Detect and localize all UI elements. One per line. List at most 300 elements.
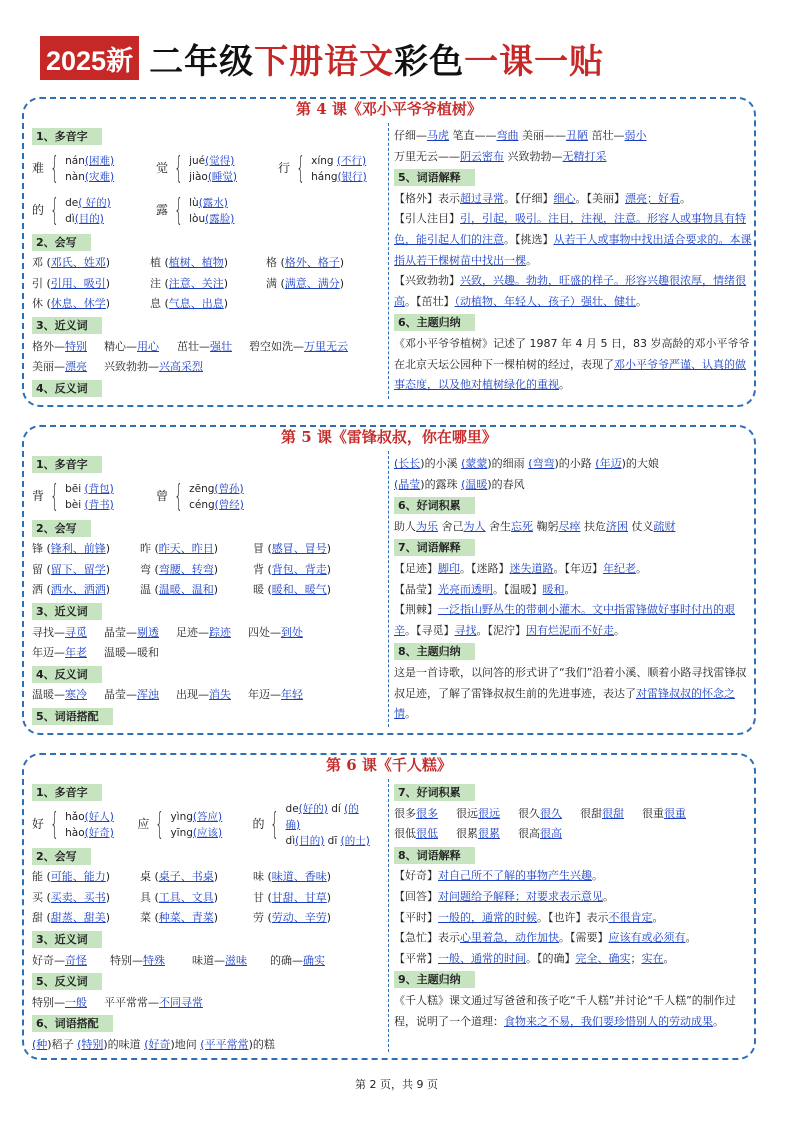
brace: { bbox=[174, 478, 183, 514]
text: 兴致，兴趣。勃勃，旺盛的样子。形容兴趣很浓厚，情绪很高 bbox=[394, 274, 746, 308]
char: 具 ( bbox=[140, 890, 159, 904]
text: 因有烂泥而不好走 bbox=[526, 623, 614, 637]
word: 很高 bbox=[540, 827, 562, 841]
text: )的细雨 bbox=[487, 457, 529, 470]
word: (目的) bbox=[295, 834, 325, 847]
text: 【兴致勃勃】 bbox=[394, 274, 460, 288]
word: (好人) bbox=[84, 810, 114, 823]
explanation bbox=[394, 271, 752, 312]
words: 留下、留学 bbox=[50, 562, 106, 576]
word: (弯弯 bbox=[528, 457, 555, 470]
text: )的味道 bbox=[103, 1037, 145, 1051]
pinyin: lòu bbox=[189, 212, 206, 225]
word: 茁壮— bbox=[591, 129, 625, 142]
column-divider bbox=[388, 451, 389, 727]
text: 细心 bbox=[553, 191, 576, 205]
text: 实在 bbox=[641, 951, 664, 965]
word: 很远 bbox=[478, 806, 500, 820]
write-row: 甜 (甜蒸、甜美) 菜 (种菜、青菜) 劳 (劳动、辛劳) bbox=[32, 911, 332, 925]
title-part-3: 彩色 bbox=[394, 41, 465, 82]
text: 。 bbox=[603, 889, 614, 903]
section-label: 4、反义词 bbox=[32, 666, 102, 683]
section-label: 1、多音字 bbox=[32, 784, 102, 801]
brace: { bbox=[174, 150, 183, 186]
text: 。 bbox=[526, 253, 537, 267]
char: 洒 ( bbox=[32, 583, 51, 597]
char: 暖 ( bbox=[253, 583, 272, 597]
text: 对问题给予解释；对要求表示意见 bbox=[438, 889, 603, 903]
text: 完全、确实 bbox=[575, 951, 631, 965]
word: 味道— bbox=[192, 953, 225, 967]
brace: { bbox=[270, 806, 280, 842]
section-label: 1、多音字 bbox=[32, 456, 102, 473]
pinyin: nán bbox=[65, 154, 85, 167]
words: 邓氏、姓邓 bbox=[50, 256, 106, 270]
explanation bbox=[394, 209, 752, 271]
char: 背 bbox=[32, 489, 45, 504]
pinyin: dī bbox=[324, 834, 341, 847]
char: 留 ( bbox=[32, 562, 51, 576]
readings bbox=[65, 809, 114, 841]
char: 能 ( bbox=[32, 870, 51, 884]
char: 注 ( bbox=[150, 276, 169, 290]
word: (背书) bbox=[84, 498, 114, 511]
pinyin: hǎo bbox=[65, 810, 85, 823]
words: 引用、吸引 bbox=[50, 276, 106, 290]
text: 不很肯定 bbox=[608, 910, 653, 924]
text: 《邓小平爷爷植树》记述了 1987 年 4 月 5 日，83 岁高龄的邓小平爷爷在北京天坛公园种下一棵柏树的经过，表现了 bbox=[394, 336, 750, 371]
explanation bbox=[394, 949, 752, 970]
pinyin: de bbox=[285, 802, 299, 815]
synonym-row bbox=[32, 623, 382, 644]
char: 劳 ( bbox=[253, 911, 272, 925]
section-label: 5、词语解释 bbox=[394, 169, 475, 186]
words: 背包、背走 bbox=[271, 562, 327, 576]
text: 超过寻常 bbox=[460, 191, 504, 205]
polyphone bbox=[156, 478, 244, 514]
text: 很高 bbox=[518, 827, 540, 841]
pinyin: jiào bbox=[189, 170, 208, 183]
text: )的大娘 bbox=[621, 457, 659, 470]
lesson-6-card bbox=[22, 753, 756, 1060]
text: )稻子 bbox=[47, 1037, 78, 1051]
pair: 确实 bbox=[303, 953, 325, 967]
text: 邓小平爷爷严谨、认真的做事态度，以及他对植树绿化的重视 bbox=[394, 357, 746, 392]
explanation bbox=[394, 887, 752, 908]
text: 。【也许】表示 bbox=[537, 910, 609, 924]
brace: { bbox=[155, 806, 165, 842]
words: 买卖、买书 bbox=[50, 890, 106, 904]
words: 劳动、辛劳 bbox=[271, 911, 327, 925]
section-label: 5、反义词 bbox=[32, 973, 102, 990]
word: 美丽—— bbox=[522, 129, 566, 142]
word: (困难) bbox=[84, 154, 115, 167]
word: (灾难) bbox=[84, 170, 115, 183]
word: 好奇— bbox=[32, 953, 65, 967]
text: 很久 bbox=[518, 806, 540, 820]
text: 扶危 bbox=[584, 519, 606, 533]
pair: 马虎 bbox=[427, 129, 449, 142]
write-row: 邓 (邓氏、姓邓) 植 (植树、植物) 格 (格外、格子) bbox=[32, 256, 345, 270]
words: 种菜、青菜 bbox=[158, 911, 214, 925]
readings bbox=[65, 481, 114, 513]
column-divider bbox=[388, 779, 389, 1052]
text: )的小路 bbox=[554, 457, 596, 470]
good-words-row bbox=[394, 517, 752, 538]
lesson-4-card bbox=[22, 97, 756, 407]
title-part-2: 下册语文 bbox=[254, 41, 395, 82]
lesson-title: 第 5 课《雷锋叔叔，你在哪里》 bbox=[281, 428, 497, 446]
word: 碧空如洗— bbox=[249, 339, 304, 353]
char: 露 bbox=[156, 203, 169, 218]
text: 仗义 bbox=[631, 519, 654, 533]
text: 一泛指山野丛生的带刺小灌木。文中指雷锋做好事时付出的艰辛 bbox=[394, 603, 735, 637]
readings bbox=[170, 809, 222, 841]
word: 年迈— bbox=[248, 688, 281, 702]
polyphone bbox=[32, 192, 144, 228]
text: 鞠躬 bbox=[536, 519, 559, 533]
collocation-row bbox=[32, 1035, 382, 1056]
theme-summary bbox=[394, 334, 752, 396]
word: 寻找— bbox=[32, 625, 65, 639]
theme-summary bbox=[394, 663, 752, 725]
collocation-row bbox=[394, 475, 752, 496]
char: 买 ( bbox=[32, 890, 51, 904]
text: 漂亮；好看 bbox=[625, 191, 680, 205]
text: 暖和 bbox=[542, 582, 565, 596]
brace: { bbox=[50, 150, 59, 186]
good-words-row bbox=[394, 824, 752, 845]
words: 感冒、冒号 bbox=[271, 542, 327, 556]
words: 甘甜、甘草 bbox=[271, 890, 327, 904]
page-footer: 第 2 页，共 9 页 bbox=[355, 1078, 438, 1091]
word: (目的) bbox=[74, 212, 104, 225]
polyphone bbox=[32, 478, 144, 514]
word: (的士) bbox=[340, 834, 370, 847]
char: 味 ( bbox=[253, 870, 272, 884]
year-badge: 2025新 bbox=[40, 36, 139, 80]
text: 引，引起，吸引。注目，注视，注意。形容人或事物具有特色，能引起人们的注意 bbox=[394, 212, 746, 246]
word: (平平常常 bbox=[200, 1037, 249, 1051]
words: 可能、能力 bbox=[50, 870, 106, 884]
word: 仔细— bbox=[394, 129, 427, 142]
char: 昨 ( bbox=[140, 542, 159, 556]
text: 。【茁壮】 bbox=[405, 294, 455, 308]
text: 助人 bbox=[394, 519, 416, 533]
text: 从若干人或事物中找出适合要求的。本课指从若干棵树苗中找出一棵 bbox=[394, 232, 752, 267]
write-row: 引 (引用、吸引) 注 (注意、关注) 满 (满意、满分) bbox=[32, 276, 345, 290]
lesson-6-left bbox=[32, 782, 382, 1056]
word: (好奇) bbox=[84, 826, 114, 839]
word: ( 好的) bbox=[78, 196, 111, 209]
word: (觉得) bbox=[205, 154, 235, 167]
text: 。【仔细】 bbox=[504, 191, 554, 205]
text: 。 bbox=[685, 931, 697, 945]
page-header bbox=[40, 34, 604, 82]
text: 。 bbox=[564, 582, 576, 596]
text: 。【寻觅】 bbox=[405, 623, 455, 637]
pair: 不同寻常 bbox=[159, 995, 203, 1009]
text: 【格外】表示 bbox=[394, 191, 460, 205]
text: 【急忙】表示 bbox=[394, 931, 460, 945]
text: 。 bbox=[405, 707, 416, 721]
text: 。 bbox=[713, 1014, 724, 1028]
polyphone-row bbox=[32, 804, 382, 846]
text: 【引人注目】 bbox=[394, 212, 460, 226]
words: 注意、关注 bbox=[168, 276, 224, 290]
pinyin: jué bbox=[189, 154, 206, 167]
text: 。【的确】 bbox=[526, 951, 576, 965]
word: 兴致勃勃— bbox=[104, 360, 159, 374]
pair: 浑浊 bbox=[137, 688, 159, 702]
char: 息 ( bbox=[150, 297, 169, 311]
word: (睡觉) bbox=[207, 170, 238, 183]
word: 晶莹— bbox=[104, 688, 137, 702]
good-words-row bbox=[394, 804, 752, 825]
word: 为乐 bbox=[416, 519, 438, 533]
page-title bbox=[149, 34, 604, 83]
readings bbox=[189, 195, 234, 227]
pinyin: dì bbox=[65, 212, 75, 225]
text: 。【泥泞】 bbox=[476, 623, 526, 637]
char: 满 ( bbox=[266, 276, 285, 290]
polyphone-row bbox=[32, 190, 382, 232]
word: (年迈 bbox=[595, 457, 622, 470]
lesson-5-card bbox=[22, 425, 756, 735]
text: 很累 bbox=[456, 827, 478, 841]
explanation bbox=[394, 600, 752, 641]
brace: { bbox=[174, 192, 183, 228]
brace: { bbox=[50, 192, 59, 228]
text: 【平常】 bbox=[394, 951, 438, 965]
pinyin: nàn bbox=[65, 170, 85, 183]
explanation bbox=[394, 866, 752, 887]
section-label: 1、多音字 bbox=[32, 128, 102, 145]
words: 气息、出息 bbox=[168, 297, 224, 311]
section-label: 2、会写 bbox=[32, 520, 91, 537]
explanation bbox=[394, 928, 752, 949]
text: 。 bbox=[592, 869, 603, 883]
word: 平平常常— bbox=[104, 995, 159, 1009]
synonym-row bbox=[32, 951, 382, 972]
word: 格外— bbox=[32, 339, 65, 353]
brace: { bbox=[296, 150, 305, 186]
word: (露脸) bbox=[205, 212, 235, 225]
text: 舍己 bbox=[441, 519, 464, 533]
pair: 消失 bbox=[209, 688, 231, 702]
pair: 兴高采烈 bbox=[159, 360, 203, 374]
words: 弯腰、转弯 bbox=[158, 562, 214, 576]
word: 很久 bbox=[540, 806, 562, 820]
pinyin: de bbox=[65, 196, 79, 209]
word: (曾孙) bbox=[214, 482, 244, 495]
words: 味道、香味 bbox=[271, 870, 327, 884]
char: 甘 ( bbox=[253, 890, 272, 904]
lesson-title: 第 6 课《千人糕》 bbox=[326, 756, 452, 774]
pair: 寒冷 bbox=[65, 688, 87, 702]
word: 特别— bbox=[110, 953, 143, 967]
word: 的确— bbox=[270, 953, 303, 967]
lesson-6-right bbox=[394, 782, 752, 1032]
word: 疏财 bbox=[653, 519, 676, 533]
section-label: 7、好词积累 bbox=[394, 784, 475, 801]
words: 昨天、昨日 bbox=[158, 542, 214, 556]
polyphone-row bbox=[32, 148, 382, 190]
text: 很重 bbox=[642, 806, 664, 820]
word: 茁壮— bbox=[177, 339, 210, 353]
pair: 漂亮 bbox=[65, 360, 87, 374]
text: 。 bbox=[559, 378, 570, 392]
text: 。 bbox=[663, 951, 675, 965]
brace: { bbox=[50, 806, 59, 842]
words: 工具、文具 bbox=[158, 890, 214, 904]
words: 植树、植物 bbox=[168, 256, 224, 270]
theme-summary bbox=[394, 991, 752, 1032]
pair: 用心 bbox=[137, 339, 159, 353]
explanation bbox=[394, 189, 752, 210]
words: 锋利、前锋 bbox=[50, 542, 106, 556]
text: 光亮而透明 bbox=[438, 582, 493, 596]
text: 这是一首诗歌，以问答的形式讲了“我们”沿着小溪、顺着小路寻找雷锋叔叔足迹，了解了雷锋叔叔生前的先进事迹，表达了 bbox=[394, 665, 747, 700]
word: 出现— bbox=[176, 688, 209, 702]
pinyin: háng bbox=[311, 170, 338, 183]
pinyin: bèi bbox=[65, 498, 82, 511]
char: 邓 ( bbox=[32, 256, 51, 270]
word: 精心— bbox=[104, 339, 137, 353]
char: 锋 ( bbox=[32, 542, 51, 556]
antonym-row bbox=[394, 126, 752, 147]
brace: { bbox=[50, 478, 59, 514]
write-row: 留 (留下、留学) 弯 (弯腰、转弯) 背 (背包、背走) bbox=[32, 562, 332, 576]
word: 足迹— bbox=[176, 625, 209, 639]
text: 寻找 bbox=[454, 623, 477, 637]
antonym-row bbox=[32, 993, 382, 1014]
text: 【平时】 bbox=[394, 910, 438, 924]
text: 【回答】 bbox=[394, 889, 438, 903]
char: 植 ( bbox=[150, 256, 169, 270]
words: 洒水、洒洒 bbox=[50, 583, 106, 597]
text: 脚印 bbox=[438, 561, 460, 575]
column-divider bbox=[388, 123, 389, 399]
collocation-row bbox=[394, 454, 752, 475]
antonym-row bbox=[32, 685, 382, 706]
pair: 剔透 bbox=[137, 625, 159, 639]
text: 应该有或必须有 bbox=[608, 931, 686, 945]
word: 很累 bbox=[478, 827, 500, 841]
word: 济困 bbox=[606, 519, 628, 533]
lesson-5-right bbox=[394, 454, 752, 725]
word: 晶莹— bbox=[104, 625, 137, 639]
pair: 阴云密布 bbox=[460, 149, 504, 163]
polyphone-row bbox=[32, 476, 382, 518]
text: )的小溪 bbox=[420, 457, 462, 470]
section-label: 2、会写 bbox=[32, 848, 91, 865]
pair: 年轻 bbox=[281, 688, 303, 702]
char: 曾 bbox=[156, 489, 169, 504]
pair: 滋味 bbox=[225, 953, 247, 967]
pair: 一般 bbox=[65, 995, 87, 1009]
readings bbox=[65, 195, 111, 227]
word: 年迈— bbox=[32, 646, 65, 660]
word: (答应) bbox=[192, 810, 223, 823]
section-label: 6、好词积累 bbox=[394, 497, 475, 514]
text: 。【年迈】 bbox=[553, 561, 603, 575]
char: 好 bbox=[32, 817, 45, 832]
text: 。 bbox=[652, 910, 664, 924]
text: 。【温暖】 bbox=[493, 582, 543, 596]
section-label: 4、反义词 bbox=[32, 380, 102, 397]
text: 。【挑选】 bbox=[504, 232, 554, 246]
char: 背 ( bbox=[253, 562, 272, 576]
section-label: 7、词语解释 bbox=[394, 539, 475, 556]
pair: 到处 bbox=[281, 625, 303, 639]
words: 格外、格子 bbox=[284, 256, 340, 270]
char: 格 ( bbox=[266, 256, 285, 270]
word: 很低 bbox=[416, 827, 438, 841]
words: 桌子、书桌 bbox=[158, 870, 214, 884]
char: 休 ( bbox=[32, 297, 51, 311]
pinyin: xíng bbox=[311, 154, 334, 167]
readings bbox=[65, 153, 114, 185]
text: 《千人糕》课文通过写爸爸和孩子吃“千人糕”并讨论“千人糕”的制作过程，说明了一个道理： bbox=[394, 993, 736, 1028]
char: 难 bbox=[32, 161, 45, 176]
pair: 特别 bbox=[65, 339, 87, 353]
lesson-4-right bbox=[394, 126, 752, 396]
synonym-row bbox=[32, 337, 382, 358]
pinyin: yìng bbox=[170, 810, 193, 823]
readings bbox=[286, 801, 370, 849]
section-label: 8、主题归纳 bbox=[394, 643, 475, 660]
char: 引 ( bbox=[32, 276, 51, 290]
word: 很甜 bbox=[602, 806, 624, 820]
pair: 万里无云 bbox=[304, 339, 348, 353]
word: 很多 bbox=[416, 806, 438, 820]
word: (温暖 bbox=[461, 477, 488, 491]
pair: 年老 bbox=[65, 646, 87, 660]
text: 对自己所不了解的事物产生兴趣 bbox=[438, 869, 592, 883]
word: 笔直—— bbox=[452, 129, 497, 142]
pinyin: yīng bbox=[170, 826, 193, 839]
readings bbox=[189, 153, 237, 185]
lesson-title: 第 4 课《邓小平爷爷植树》 bbox=[296, 100, 482, 118]
section-label: 9、主题归纳 bbox=[394, 971, 475, 988]
text: 。 bbox=[614, 623, 625, 637]
pair: 弯曲 bbox=[496, 129, 519, 142]
char: 的 bbox=[32, 203, 45, 218]
text: )的糕 bbox=[248, 1037, 275, 1051]
text: )的春风 bbox=[487, 477, 525, 491]
polyphone bbox=[156, 192, 235, 228]
explanation bbox=[394, 580, 752, 601]
pair: 丑陋 bbox=[566, 129, 588, 142]
words: 甜蒸、甜美 bbox=[50, 911, 106, 925]
word: (曾经) bbox=[214, 498, 244, 511]
text: 很甜 bbox=[580, 806, 602, 820]
word: 万里无云—— bbox=[394, 149, 460, 163]
word: 为人 bbox=[463, 519, 486, 533]
pair: 寻觅 bbox=[65, 625, 87, 639]
word: (蒙蒙 bbox=[461, 457, 488, 470]
text: 舍生 bbox=[489, 519, 511, 533]
word: 尽瘁 bbox=[558, 519, 581, 533]
word: (好的) bbox=[298, 802, 328, 815]
char: 弯 ( bbox=[140, 562, 159, 576]
polyphone bbox=[137, 806, 240, 842]
char: 行 bbox=[278, 161, 291, 176]
text: )地问 bbox=[170, 1037, 201, 1051]
text: 食物来之不易，我们要珍惜别人的劳动成果 bbox=[504, 1014, 713, 1028]
text: 一般的，通常的时候 bbox=[438, 910, 537, 924]
